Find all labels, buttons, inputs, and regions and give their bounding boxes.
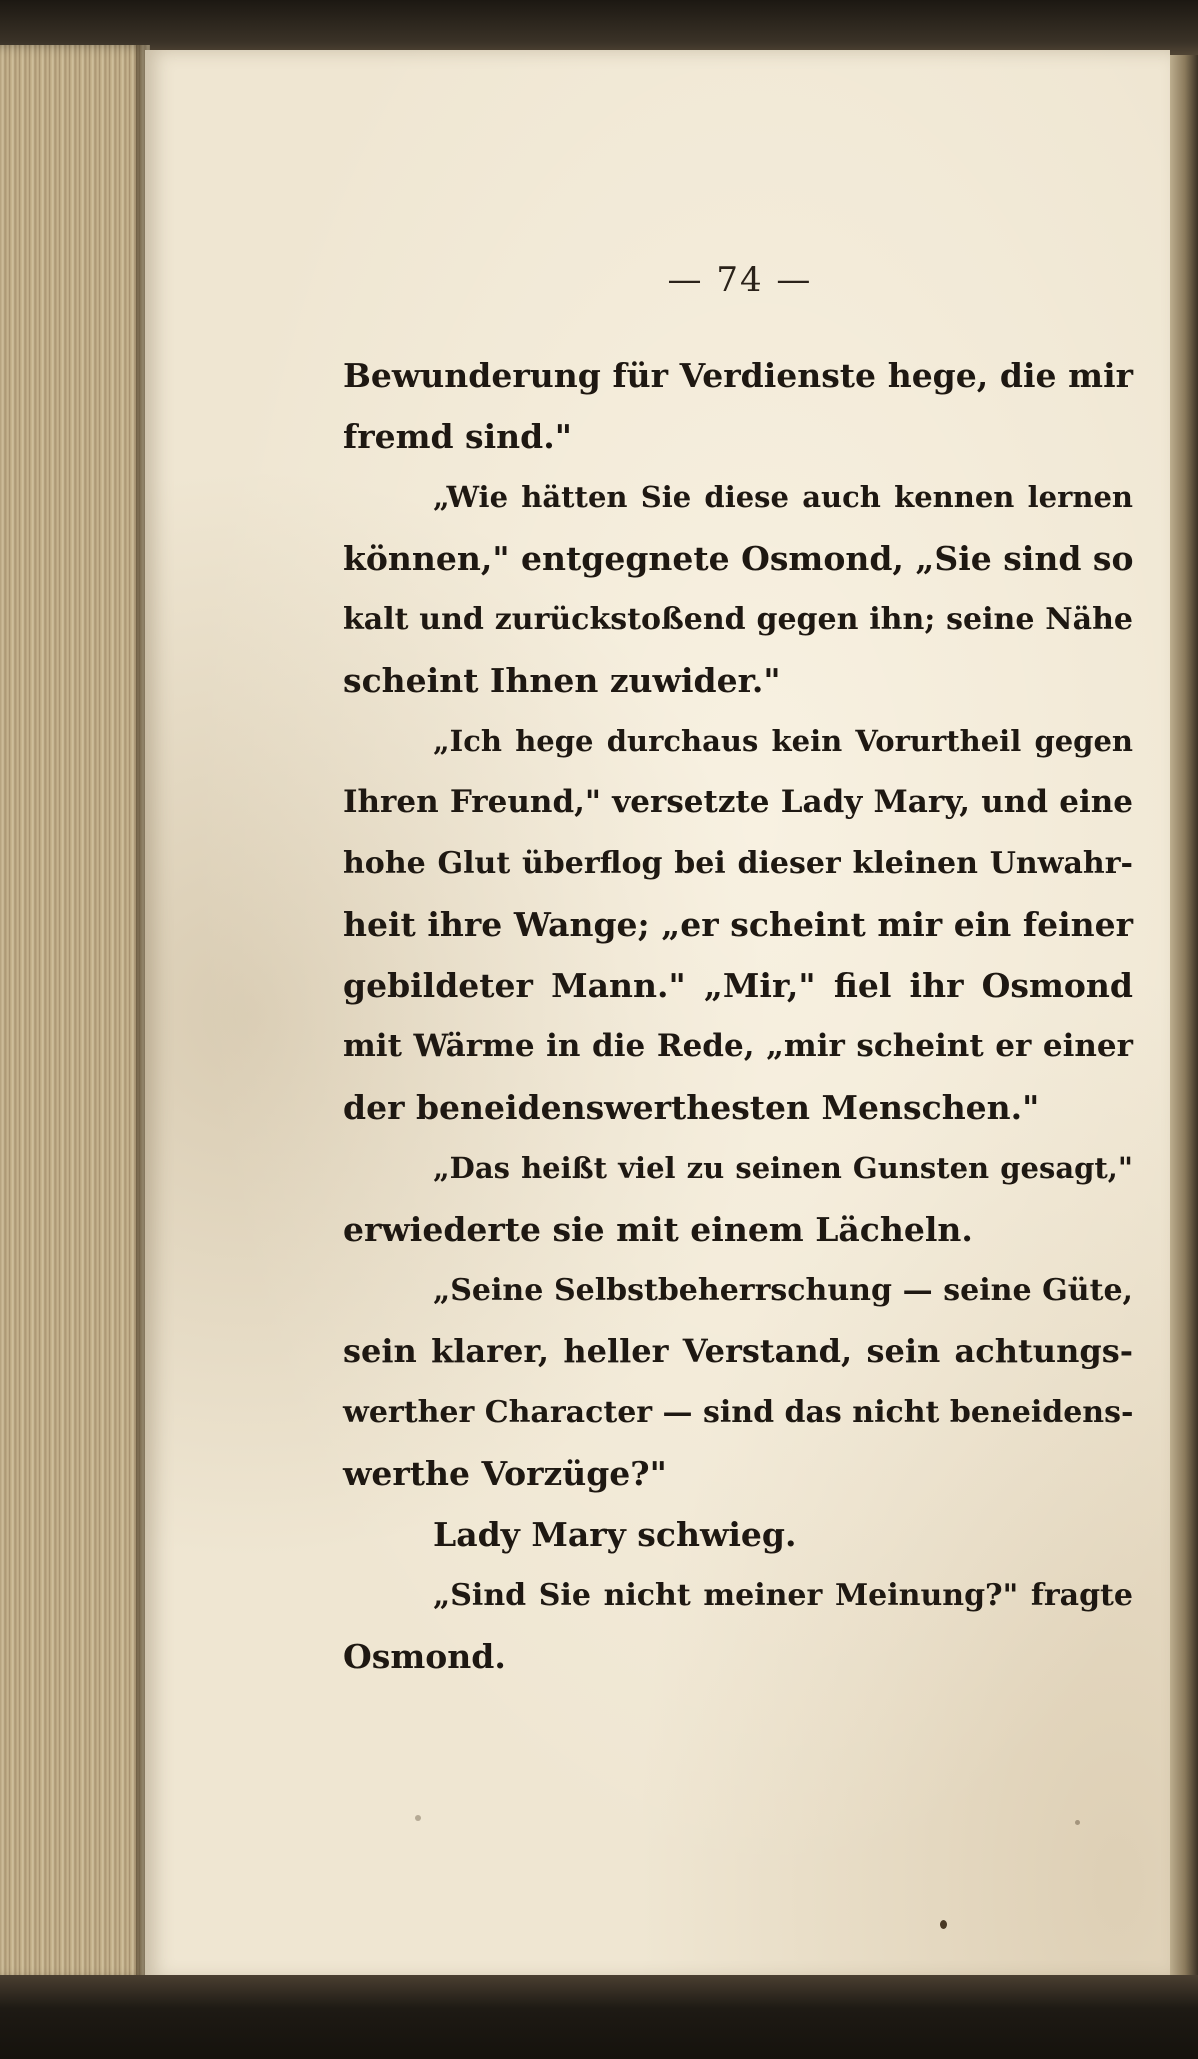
text-line: „Wie hätten Sie diese auch kennen lernen [433, 480, 1133, 514]
text-line: „Ich hege durchaus kein Vorurtheil gegen [433, 724, 1133, 758]
text-line: „Sind Sie nicht meiner Meinung?" fragte [433, 1578, 1133, 1613]
text-line: scheint Ihnen zuwider." [343, 661, 781, 700]
text-line: kalt und zurückstoßend gegen ihn; seine Nähe [343, 602, 1133, 637]
text-line: der beneidenswerthesten Menschen." [343, 1088, 1040, 1127]
text-line: Lady Mary schwieg. [433, 1515, 797, 1554]
text-line: sein klarer, heller Verstand, sein achtungs- [343, 1332, 1133, 1370]
text-line: Bewunderung für Verdienste hege, die mir [343, 356, 1133, 395]
text-line: hohe Glut überflog bei dieser kleinen Unwahr- [343, 846, 1133, 881]
text-line: gebildeter Mann." „Mir," fiel ihr Osmond [343, 966, 1133, 1005]
page-number: — 74 — [667, 260, 813, 300]
text-line: „Das heißt viel zu seinen Gunsten gesagt," [433, 1151, 1133, 1185]
ink-speck [1075, 1820, 1080, 1825]
binding-shadow-bottom [0, 1975, 1198, 2059]
text-line: werthe Vorzüge?" [343, 1454, 667, 1493]
text-line: werther Character — sind das nicht beneidens- [343, 1395, 1134, 1430]
text-line: erwiederte sie mit einem Lächeln. [343, 1210, 973, 1249]
body-text [343, 345, 1133, 1687]
text-line: fremd sind." [343, 417, 572, 456]
text-line: Ihren Freund," versetzte Lady Mary, und eine [343, 784, 1133, 820]
text-line: können," entgegnete Osmond, „Sie sind so [343, 539, 1134, 578]
text-line: heit ihre Wange; „er scheint mir ein feiner [343, 905, 1133, 944]
stacked-page-edges [0, 45, 150, 1980]
text-line: Osmond. [343, 1637, 506, 1676]
text-line: mit Wärme in die Rede, „mir scheint er einer [343, 1028, 1133, 1064]
ink-speck [940, 1920, 947, 1929]
ink-speck [415, 1815, 421, 1821]
text-line: „Seine Selbstbeherrschung — seine Güte, [433, 1273, 1133, 1308]
